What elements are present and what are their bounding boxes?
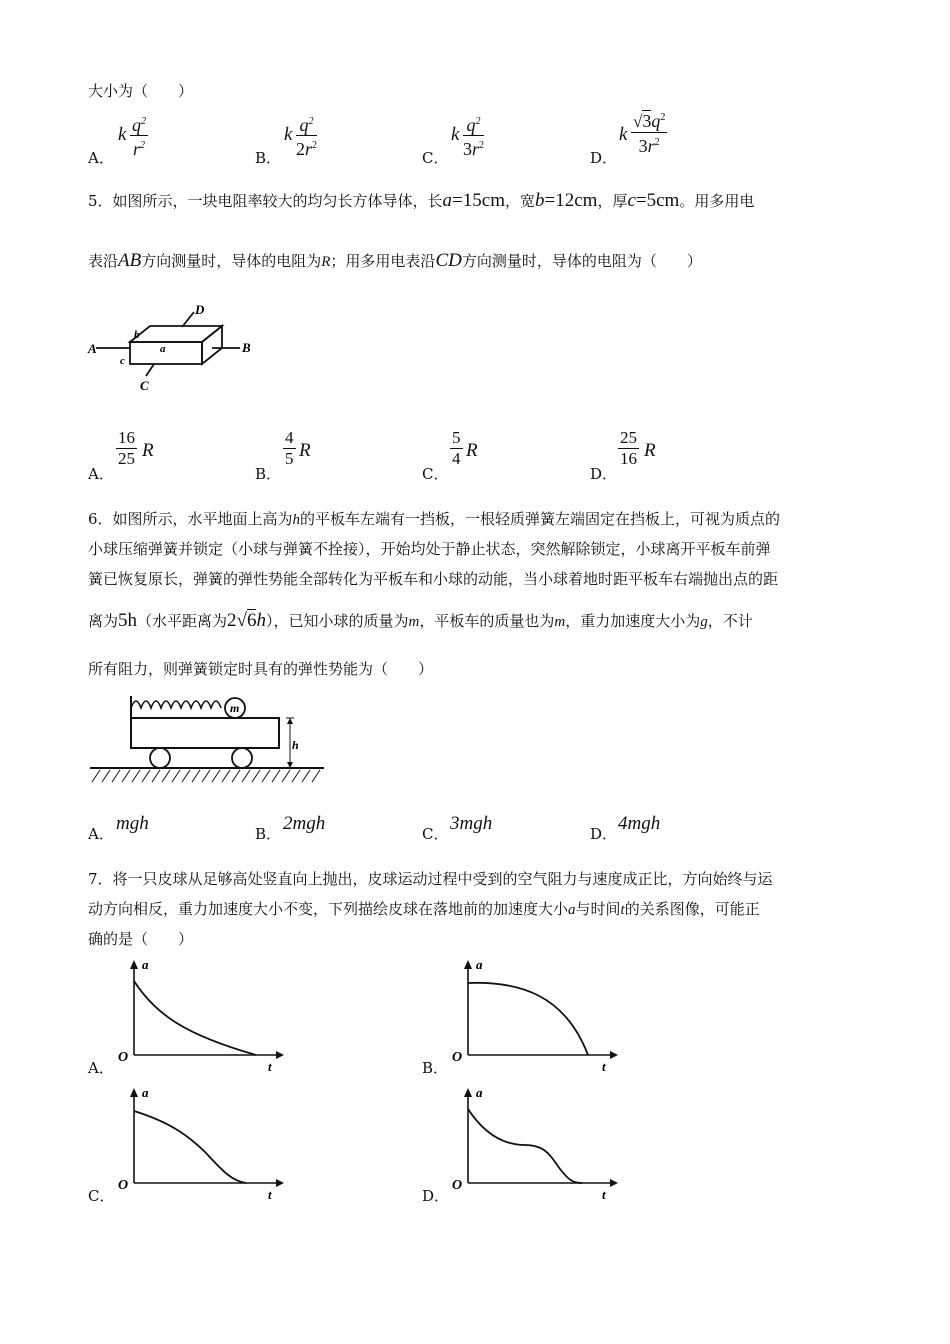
q7-graph-b <box>450 955 620 1075</box>
svg-text:O: O <box>452 1178 463 1193</box>
svg-text:a: a <box>142 1085 149 1100</box>
q7-stem-line2: 动方向相反，重力加速度大小不变，下列描绘皮球在落地前的加速度大小a与时间t的关系图像，可能正 <box>88 900 760 918</box>
q7-stem-line3: 确的是（ ） <box>88 930 194 948</box>
q5-stem-line2: 表沿AB方向测量时，导体的电阻为R；用多用电表沿CD方向测量时，导体的电阻为（ ） <box>88 250 702 271</box>
q4-option-a-label: A． <box>88 149 114 167</box>
q5-label-b: b <box>134 329 140 341</box>
q6-stem-line2: 小球压缩弹簧并锁定（小球与弹簧不拴接），开始均处于静止状态，突然解除锁定，小球离开平板车前弹 <box>88 540 771 558</box>
q6-height-label: h <box>292 738 299 752</box>
q7-graph-d <box>450 1083 620 1203</box>
svg-text:O: O <box>118 1178 129 1193</box>
svg-text:O: O <box>118 1050 129 1065</box>
q4-option-b-fraction: $\frac{q^2}{2r^2}$ <box>296 112 317 159</box>
q6-stem-line1: 6．如图所示，水平地面上高为h的平板车左端有一挡板，一根轻质弹簧左端固定在挡板上，可视为质点的 <box>88 510 781 528</box>
q4-option-a-fraction: $\frac{q^2}{r^2}$ <box>130 112 148 159</box>
q5-label-D: D <box>195 302 205 317</box>
q5-label-c: c <box>120 355 125 367</box>
q5-label-a: a <box>160 343 166 355</box>
svg-text:a: a <box>476 957 483 972</box>
q7-graph-a <box>116 955 286 1075</box>
q6-stem-line3: 簧已恢复原长，弹簧的弹性势能全部转化为平板车和小球的动能，当小球着地时距平板车右端抛出点的距 <box>88 570 779 588</box>
q6-stem-line5: 所有阻力，则弹簧锁定时具有的弹性势能为（ ） <box>88 660 434 678</box>
svg-text:t: t <box>268 1059 272 1074</box>
q5-label-A: A <box>88 341 97 356</box>
q5-label-C: C <box>140 378 149 393</box>
svg-text:O: O <box>452 1050 463 1065</box>
svg-text:t: t <box>602 1059 606 1074</box>
q7-stem-line1: 7．将一只皮球从足够高处竖直向上抛出，皮球运动过程中受到的空气阻力与速度成正比，方向始终与运 <box>88 870 773 888</box>
svg-text:t: t <box>268 1187 272 1202</box>
q5-conductor-figure <box>86 296 266 402</box>
svg-text:a: a <box>142 957 149 972</box>
q4-option-c-fraction: $\frac{q^2}{3r^2}$ <box>463 112 484 159</box>
q6-stem-line4: 离为5h（水平距离为2√6h），已知小球的质量为m，平板车的质量也为m，重力加速度大小为g，不计 <box>88 610 753 631</box>
q5-stem-line1: 5．如图所示，一块电阻率较大的均匀长方体导体，长a=15cm，宽b=12cm，厚c=5cm。用多用电 <box>88 190 755 211</box>
q4-option-d-fraction: $\frac{√3q^2}{3r^2}$ <box>631 108 667 156</box>
q6-cart-figure <box>88 688 328 788</box>
q6-ball-label: m <box>230 701 240 715</box>
q4-tail: 大小为（ ） <box>88 82 194 100</box>
svg-text:t: t <box>602 1187 606 1202</box>
svg-text:a: a <box>476 1085 483 1100</box>
q5-label-B: B <box>242 340 251 355</box>
q7-graph-c <box>116 1083 286 1203</box>
